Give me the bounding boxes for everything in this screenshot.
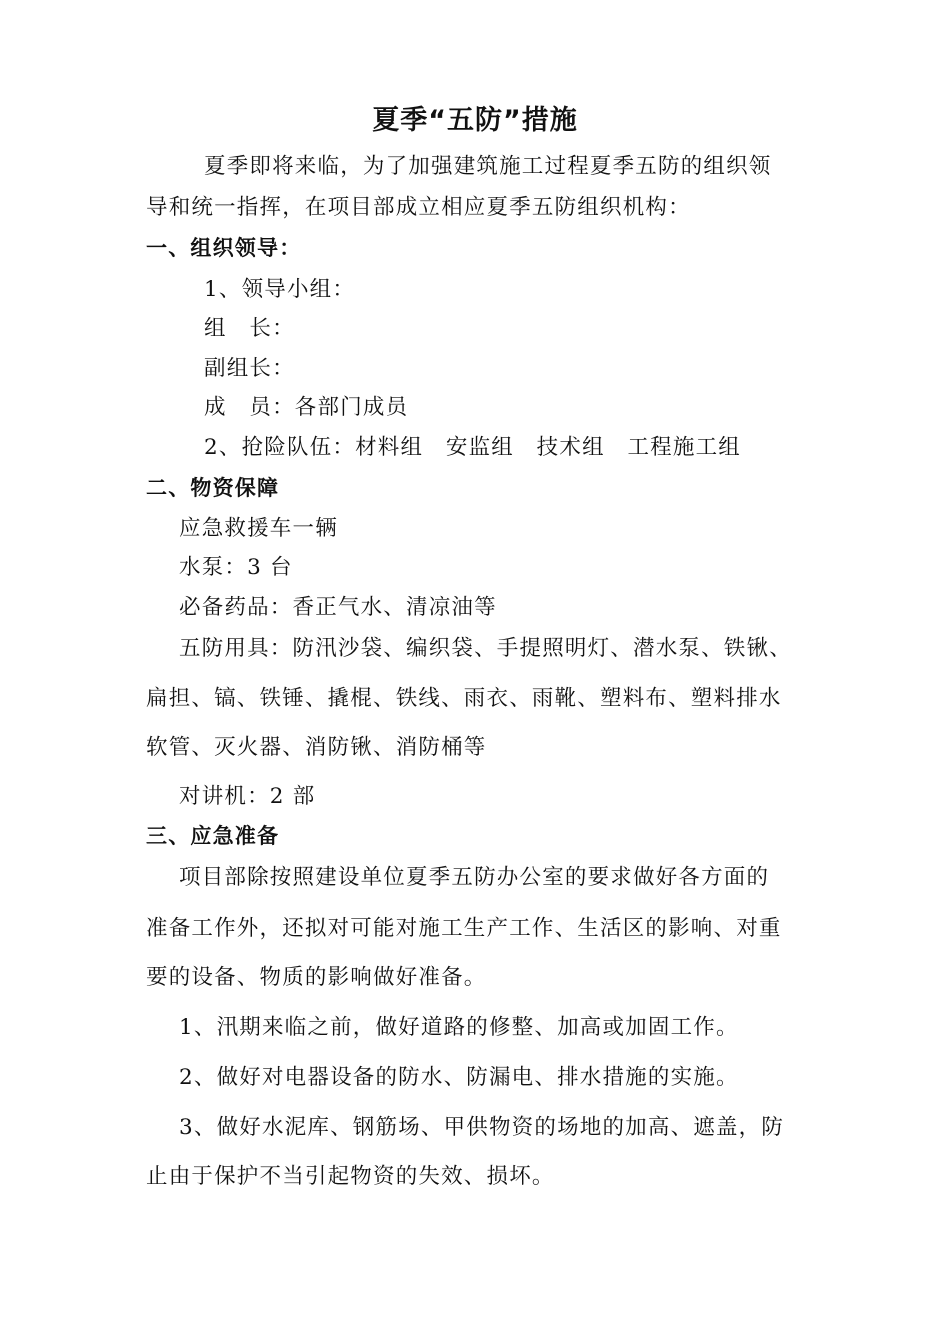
ambulance-line: 应急救援车一辆 — [179, 516, 338, 541]
intro-line-2: 导和统一指挥，在项目部成立相应夏季五防组织机构： — [146, 195, 691, 220]
vice-leader-label: 副组长： — [204, 356, 295, 381]
tools-line-1: 五防用具：防汛沙袋、编织袋、手提照明灯、潜水泵、铁锹、 — [179, 636, 792, 661]
emergency-para-line-3: 要的设备、物质的影响做好准备。 — [146, 965, 487, 990]
radio-line: 对讲机：2 部 — [179, 784, 316, 809]
tools-line-3: 软管、灭火器、消防锹、消防桶等 — [146, 735, 487, 760]
emergency-item-1: 1、汛期来临之前，做好道路的修整、加高或加固工作。 — [179, 1015, 739, 1040]
document-title: 夏季“五防”措施 — [372, 105, 578, 136]
emergency-item-3-line-1: 3、做好水泥库、钢筋场、甲供物资的场地的加高、遮盖，防 — [179, 1115, 785, 1140]
medicine-line: 必备药品：香正气水、清凉油等 — [179, 595, 497, 620]
emergency-item-3-line-2: 止由于保护不当引起物资的失效、损坏。 — [146, 1164, 555, 1189]
tools-line-2: 扁担、镐、铁锤、撬棍、铁线、雨衣、雨靴、塑料布、塑料排水 — [146, 686, 782, 711]
intro-line-1: 夏季即将来临，为了加强建筑施工过程夏季五防的组织领 — [204, 154, 772, 179]
members-label: 成 员：各部门成员 — [204, 395, 409, 420]
emergency-para-line-1: 项目部除按照建设单位夏季五防办公室的要求做好各方面的 — [179, 865, 770, 890]
emergency-para-line-2: 准备工作外，还拟对可能对施工生产工作、生活区的影响、对重 — [146, 916, 782, 941]
section-heading-materials: 二、物资保障 — [146, 476, 280, 500]
group-leader-label: 组 长： — [204, 316, 295, 341]
pump-line: 水泵：3 台 — [179, 555, 293, 580]
section-heading-organization: 一、组织领导： — [146, 236, 302, 260]
rescue-team-line: 2、抢险队伍：材料组 安监组 技术组 工程施工组 — [204, 435, 741, 460]
leader-group-label: 1、领导小组： — [204, 277, 356, 302]
emergency-item-2: 2、做好对电器设备的防水、防漏电、排水措施的实施。 — [179, 1065, 739, 1090]
section-heading-emergency: 三、应急准备 — [146, 824, 280, 848]
